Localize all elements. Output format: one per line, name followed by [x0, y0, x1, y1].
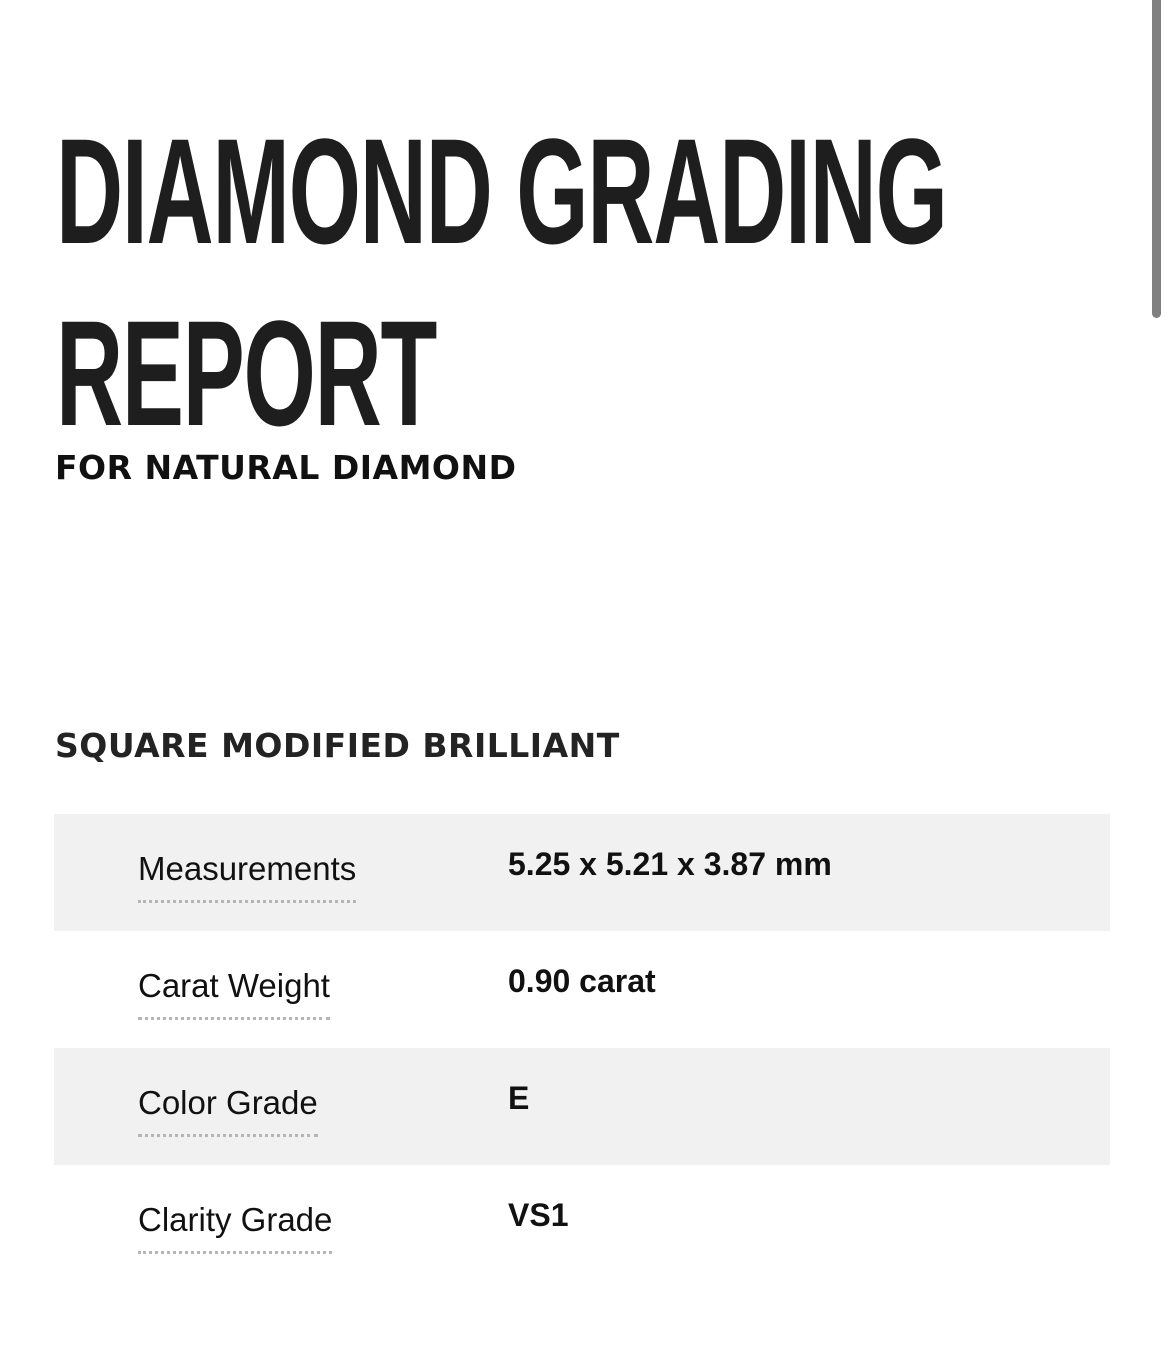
page-title-line-2: REPORT	[56, 289, 437, 457]
table-row-clarity-grade	[54, 1165, 1110, 1282]
clarity-grade-label[interactable]: Clarity Grade	[138, 1201, 332, 1254]
table-row-carat-weight	[54, 931, 1110, 1048]
color-grade-label[interactable]: Color Grade	[138, 1084, 318, 1137]
clarity-grade-value: VS1	[508, 1197, 569, 1233]
report-subtitle: FOR NATURAL DIAMOND	[55, 448, 517, 487]
measurements-value: 5.25 x 5.21 x 3.87 mm	[508, 846, 832, 882]
color-grade-value: E	[508, 1080, 530, 1116]
carat-weight-value: 0.90 carat	[508, 963, 656, 999]
table-row-color-grade	[54, 1048, 1110, 1165]
grading-table	[54, 814, 1110, 1282]
carat-weight-label[interactable]: Carat Weight	[138, 967, 330, 1020]
table-row-measurements	[54, 814, 1110, 931]
page-title	[56, 100, 947, 464]
vertical-scrollbar[interactable]	[1152, 0, 1161, 318]
measurements-label[interactable]: Measurements	[138, 850, 356, 903]
shape-heading: SQUARE MODIFIED BRILLIANT	[55, 726, 620, 765]
page-title-line-1: DIAMOND GRADING	[56, 107, 947, 275]
